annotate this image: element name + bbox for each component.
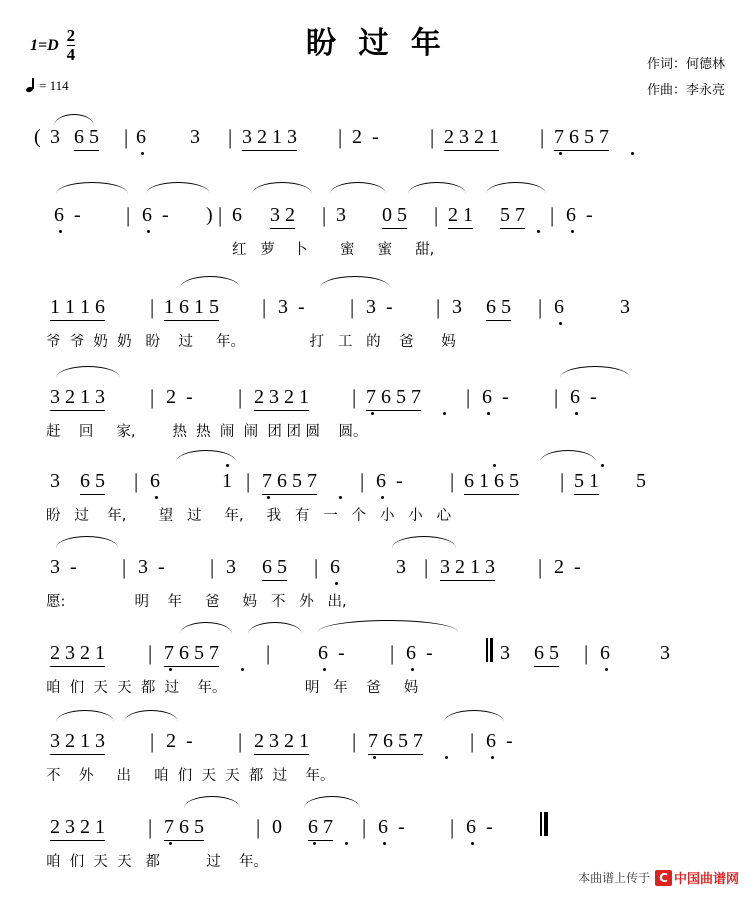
octave-dot-low [487, 412, 490, 415]
octave-dot-low [559, 322, 562, 325]
barline: | [450, 469, 455, 493]
barline: | [150, 729, 155, 753]
note-group: 6 - [482, 386, 509, 408]
slur [180, 622, 232, 634]
note-group: 6 7 [308, 816, 333, 841]
note-group: 1 [222, 470, 232, 492]
barline: | [150, 385, 155, 409]
footer-text: 本曲谱上传于 [578, 871, 651, 885]
barline: | [550, 203, 555, 227]
lyric-line: 咱 们 天 天 都 过 年。 [46, 854, 269, 870]
site-logo [655, 868, 739, 887]
octave-dot-high [226, 464, 229, 467]
note-group: 3 [226, 556, 236, 578]
slur [330, 182, 386, 194]
music-line-7 [0, 634, 753, 704]
barline: | [470, 729, 475, 753]
note-group: 6 5 [80, 470, 105, 495]
slur [392, 536, 456, 548]
note-group: 6 - [570, 386, 597, 408]
note-group: 6 [600, 642, 610, 664]
music-line-2 [0, 196, 753, 266]
barline: | [466, 385, 471, 409]
music-line-1 [0, 126, 753, 178]
note-group: ) [206, 204, 213, 226]
octave-dot-low [323, 668, 326, 671]
octave-dot-low [373, 756, 376, 759]
barline: | [560, 469, 565, 493]
note-group: 6 - [54, 204, 81, 226]
octave-dot-low [575, 412, 578, 415]
octave-dot-low [141, 152, 144, 155]
barline: | [228, 125, 233, 149]
note-group: 3 [50, 126, 60, 148]
octave-dot-low [605, 668, 608, 671]
octave-dot-low [445, 756, 448, 759]
note-group: 2 - [352, 126, 379, 148]
note-group: 2 3 2 1 [50, 642, 105, 667]
meter-denominator: 4 [66, 44, 76, 64]
tempo-value: = 114 [39, 78, 69, 93]
note-group: 6 [330, 556, 340, 578]
music-line-5 [0, 462, 753, 532]
note-group: 7 6 5 7 [164, 642, 219, 667]
slur [184, 796, 240, 808]
note-group: 5 [636, 470, 646, 492]
octave-dot-low [147, 230, 150, 233]
barline: | [554, 385, 559, 409]
music-line-6 [0, 548, 753, 618]
tempo-marking [26, 78, 69, 94]
barline: | [262, 295, 267, 319]
note-group: 6 5 [534, 642, 559, 667]
barline: | [238, 385, 243, 409]
slur [408, 182, 466, 194]
note-group: 3 [396, 556, 406, 578]
slur [540, 450, 596, 462]
slur [56, 182, 128, 194]
barline: | [256, 815, 261, 839]
double-barline [486, 638, 493, 662]
note-group: 6 [136, 126, 146, 148]
octave-dot-low [169, 842, 172, 845]
footer-credit [578, 868, 739, 887]
page-title: 盼 过 年 [306, 26, 447, 61]
slur [56, 366, 120, 378]
note-group: 7 6 5 7 [262, 470, 317, 495]
barline: | [540, 125, 545, 149]
note-group: ( [34, 126, 41, 148]
note-group: 3 - [366, 296, 393, 318]
note-group: 2 - [166, 386, 193, 408]
barline: | [436, 295, 441, 319]
note-group: 6 - [566, 204, 593, 226]
note-group: 3 - [138, 556, 165, 578]
slur [56, 536, 118, 548]
note-group: 1 1 1 6 [50, 296, 105, 321]
octave-dot-low [571, 230, 574, 233]
note-group: 3 2 1 3 [50, 730, 105, 755]
slur [444, 710, 504, 722]
octave-dot-low [491, 756, 494, 759]
slur [318, 620, 458, 632]
lyric-line: 赶 回 家, 热 热 闹 闹 团 团 圆 圆。 [46, 424, 368, 440]
octave-dot-low [559, 152, 562, 155]
barline: | [314, 555, 319, 579]
note-group: 2 3 2 1 [50, 816, 105, 841]
lyric-line: 咱 们 天 天 都 过 年。 明 年 爸 妈 [46, 680, 419, 696]
final-barline [540, 812, 548, 836]
note-group: 6 [554, 296, 564, 318]
quarter-note-icon [26, 78, 36, 94]
slur [248, 622, 302, 634]
note-group: 3 [336, 204, 346, 226]
barline: | [434, 203, 439, 227]
note-group: 6 - [318, 642, 345, 664]
key-label: 1=D [30, 37, 59, 55]
slur [124, 710, 178, 722]
note-group: 5 1 [574, 470, 599, 495]
barline: | [352, 729, 357, 753]
barline: | [150, 295, 155, 319]
lyricist: 作词：何德林 [646, 57, 725, 72]
note-group: 3 [190, 126, 200, 148]
note-group: 3 2 1 3 [440, 556, 495, 581]
note-group: 0 [272, 816, 282, 838]
barline: | [360, 469, 365, 493]
note-group: 3 [50, 470, 60, 492]
barline: | [538, 295, 543, 319]
lyric-line: 爷 爷 奶 奶 盼 过 年。 打 工 的 爸 妈 [46, 334, 456, 350]
octave-dot-low [267, 496, 270, 499]
octave-dot-low [631, 152, 634, 155]
credits [647, 52, 725, 104]
octave-dot-high [493, 464, 496, 467]
octave-dot-low [371, 412, 374, 415]
note-group: 6 5 [262, 556, 287, 581]
note-group: 6 - [406, 642, 433, 664]
note-group: 2 - [166, 730, 193, 752]
lyric-line: 红 萝 卜 蜜 蜜 甜, [232, 242, 435, 258]
note-group: 2 1 [448, 204, 473, 229]
slur [486, 182, 546, 194]
note-group: 6 - [378, 816, 405, 838]
note-group: 6 1 6 5 [464, 470, 519, 495]
note-group: 3 [620, 296, 630, 318]
note-group: 2 - [554, 556, 581, 578]
slur [252, 182, 312, 194]
octave-dot-low [335, 582, 338, 585]
barline: | [322, 203, 327, 227]
octave-dot-low [241, 668, 244, 671]
logo-badge: C [655, 870, 672, 886]
barline: | [148, 641, 153, 665]
octave-dot-low [537, 230, 540, 233]
slur [146, 182, 210, 194]
barline: | [126, 203, 131, 227]
octave-dot-low [313, 842, 316, 845]
lyric-line: 愿: 明 年 爸 妈 不 外 出, [46, 594, 347, 610]
composer: 作曲：李永亮 [646, 83, 725, 98]
octave-dot-low [383, 842, 386, 845]
barline: | [352, 385, 357, 409]
barline: | [362, 815, 367, 839]
barline: | [218, 203, 223, 227]
music-line-8 [0, 722, 753, 792]
lyric-line: 盼 过 年, 望 过 年, 我 有 一 个 小 小 心 [46, 508, 452, 524]
music-line-3 [0, 288, 753, 358]
note-group: 3 2 [270, 204, 295, 229]
meter-numerator: 2 [66, 26, 76, 45]
barline: | [424, 555, 429, 579]
barline: | [266, 641, 271, 665]
barline: | [538, 555, 543, 579]
note-group: 6 [232, 204, 242, 226]
octave-dot-low [471, 842, 474, 845]
barline: | [430, 125, 435, 149]
note-group: 6 - [142, 204, 169, 226]
note-group: 2 3 2 1 [254, 386, 309, 411]
octave-dot-low [339, 496, 342, 499]
octave-dot-low [411, 668, 414, 671]
octave-dot-low [443, 412, 446, 415]
note-group: 3 2 1 3 [242, 126, 297, 151]
note-group: 6 - [466, 816, 493, 838]
barline: | [210, 555, 215, 579]
octave-dot-high [601, 464, 604, 467]
music-line-4 [0, 378, 753, 448]
note-group: 6 [150, 470, 160, 492]
octave-dot-low [155, 496, 158, 499]
note-group: 7 6 5 7 [366, 386, 421, 411]
octave-dot-low [59, 230, 62, 233]
note-group: 0 5 [382, 204, 407, 229]
barline: | [450, 815, 455, 839]
octave-dot-low [381, 496, 384, 499]
note-group: 3 2 1 3 [50, 386, 105, 411]
slur [54, 114, 94, 126]
octave-dot-low [169, 668, 172, 671]
lyric-line: 不 外 出 咱 们 天 天 都 过 年。 [46, 768, 335, 784]
note-group: 7 6 5 7 [554, 126, 609, 151]
note-group: 3 [660, 642, 670, 664]
note-group: 5 7 [500, 204, 525, 229]
note-group: 7 6 5 7 [368, 730, 423, 755]
barline: | [338, 125, 343, 149]
note-group: 3 [500, 642, 510, 664]
barline: | [148, 815, 153, 839]
note-group: 3 - [50, 556, 77, 578]
barline: | [390, 641, 395, 665]
octave-dot-low [345, 842, 348, 845]
note-group: 2 3 2 1 [254, 730, 309, 755]
barline: | [238, 729, 243, 753]
note-group: 6 - [486, 730, 513, 752]
barline: | [134, 469, 139, 493]
barline: | [124, 125, 129, 149]
barline: | [584, 641, 589, 665]
barline: | [350, 295, 355, 319]
slur [320, 276, 390, 288]
slur [304, 796, 360, 808]
note-group: 6 5 [74, 126, 99, 151]
slur [560, 366, 630, 378]
barline: | [122, 555, 127, 579]
note-group: 3 - [278, 296, 305, 318]
note-group: 6 - [376, 470, 403, 492]
site-name[interactable]: 中国曲谱网 [673, 872, 739, 887]
note-group: 2 3 2 1 [444, 126, 499, 151]
note-group: 7 6 5 [164, 816, 204, 841]
slur [56, 710, 114, 722]
note-group: 3 [452, 296, 462, 318]
barline: | [246, 469, 251, 493]
note-group: 6 5 [486, 296, 511, 321]
slur [176, 450, 236, 462]
note-group: 1 6 1 5 [164, 296, 219, 321]
slur [180, 276, 240, 288]
